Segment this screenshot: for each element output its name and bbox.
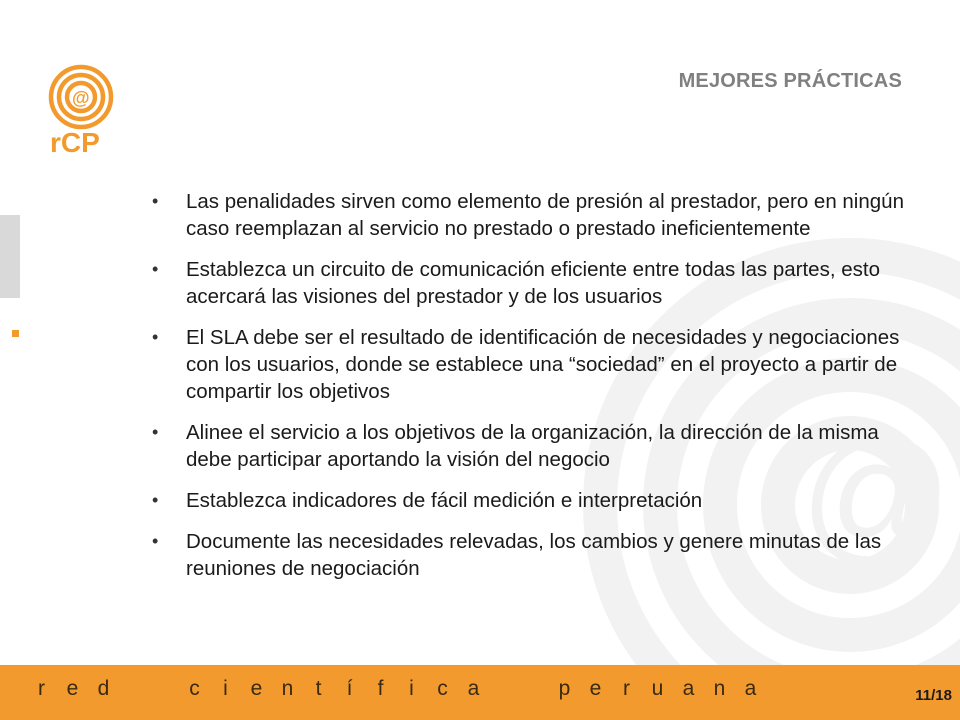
logo-text: rCP xyxy=(50,127,100,157)
bullet-text: El SLA debe ser el resultado de identificación de necesidades y negociaciones con los usuarios, donde se establece una “sociedad” en el proyecto a partir de compartir los objetivos xyxy=(186,326,900,403)
bullet-dot-icon: • xyxy=(152,259,159,279)
bullet-text: Establezca indicadores de fácil medición e interpretación xyxy=(186,489,703,512)
bullet-text: Establezca un circuito de comunicación eficiente entre todas las partes, esto acercará las visiones del prestador y de los usuarios xyxy=(186,258,880,308)
list-item xyxy=(152,487,912,514)
list-item xyxy=(152,188,912,242)
slide-title: MEJORES PRÁCTICAS xyxy=(678,70,902,92)
bullet-text: Documente las necesidades relevadas, los cambios y genere minutas de las reuniones de negociación xyxy=(186,530,882,580)
list-item xyxy=(152,419,912,473)
svg-text:@: @ xyxy=(72,88,90,108)
footer-bar xyxy=(0,665,960,720)
bullet-dot-icon: • xyxy=(152,422,159,442)
bullet-text: Las penalidades sirven como elemento de presión al prestador, pero en ningún caso reemplazan al servicio no prestado o prestado ineficientemente xyxy=(186,190,904,240)
bullet-list xyxy=(152,188,912,596)
svg-text:@: @ xyxy=(800,409,953,577)
page-number: 11/18 xyxy=(915,687,952,704)
list-item xyxy=(152,324,912,405)
bullet-dot-icon: • xyxy=(152,191,159,211)
list-item xyxy=(152,256,912,310)
bullet-dot-icon: • xyxy=(152,490,159,510)
left-decorative-bar xyxy=(0,215,20,298)
footer-motto: r e d c i e n t í f i c a p e r u a n a xyxy=(38,677,757,700)
bullet-dot-icon: • xyxy=(152,531,159,551)
rcp-logo xyxy=(48,62,118,157)
left-marker xyxy=(12,330,19,337)
list-item xyxy=(152,528,912,582)
bullet-dot-icon: • xyxy=(152,327,159,347)
bullet-text: Alinee el servicio a los objetivos de la organización, la dirección de la misma debe participar aportando la visión del negocio xyxy=(186,421,879,471)
